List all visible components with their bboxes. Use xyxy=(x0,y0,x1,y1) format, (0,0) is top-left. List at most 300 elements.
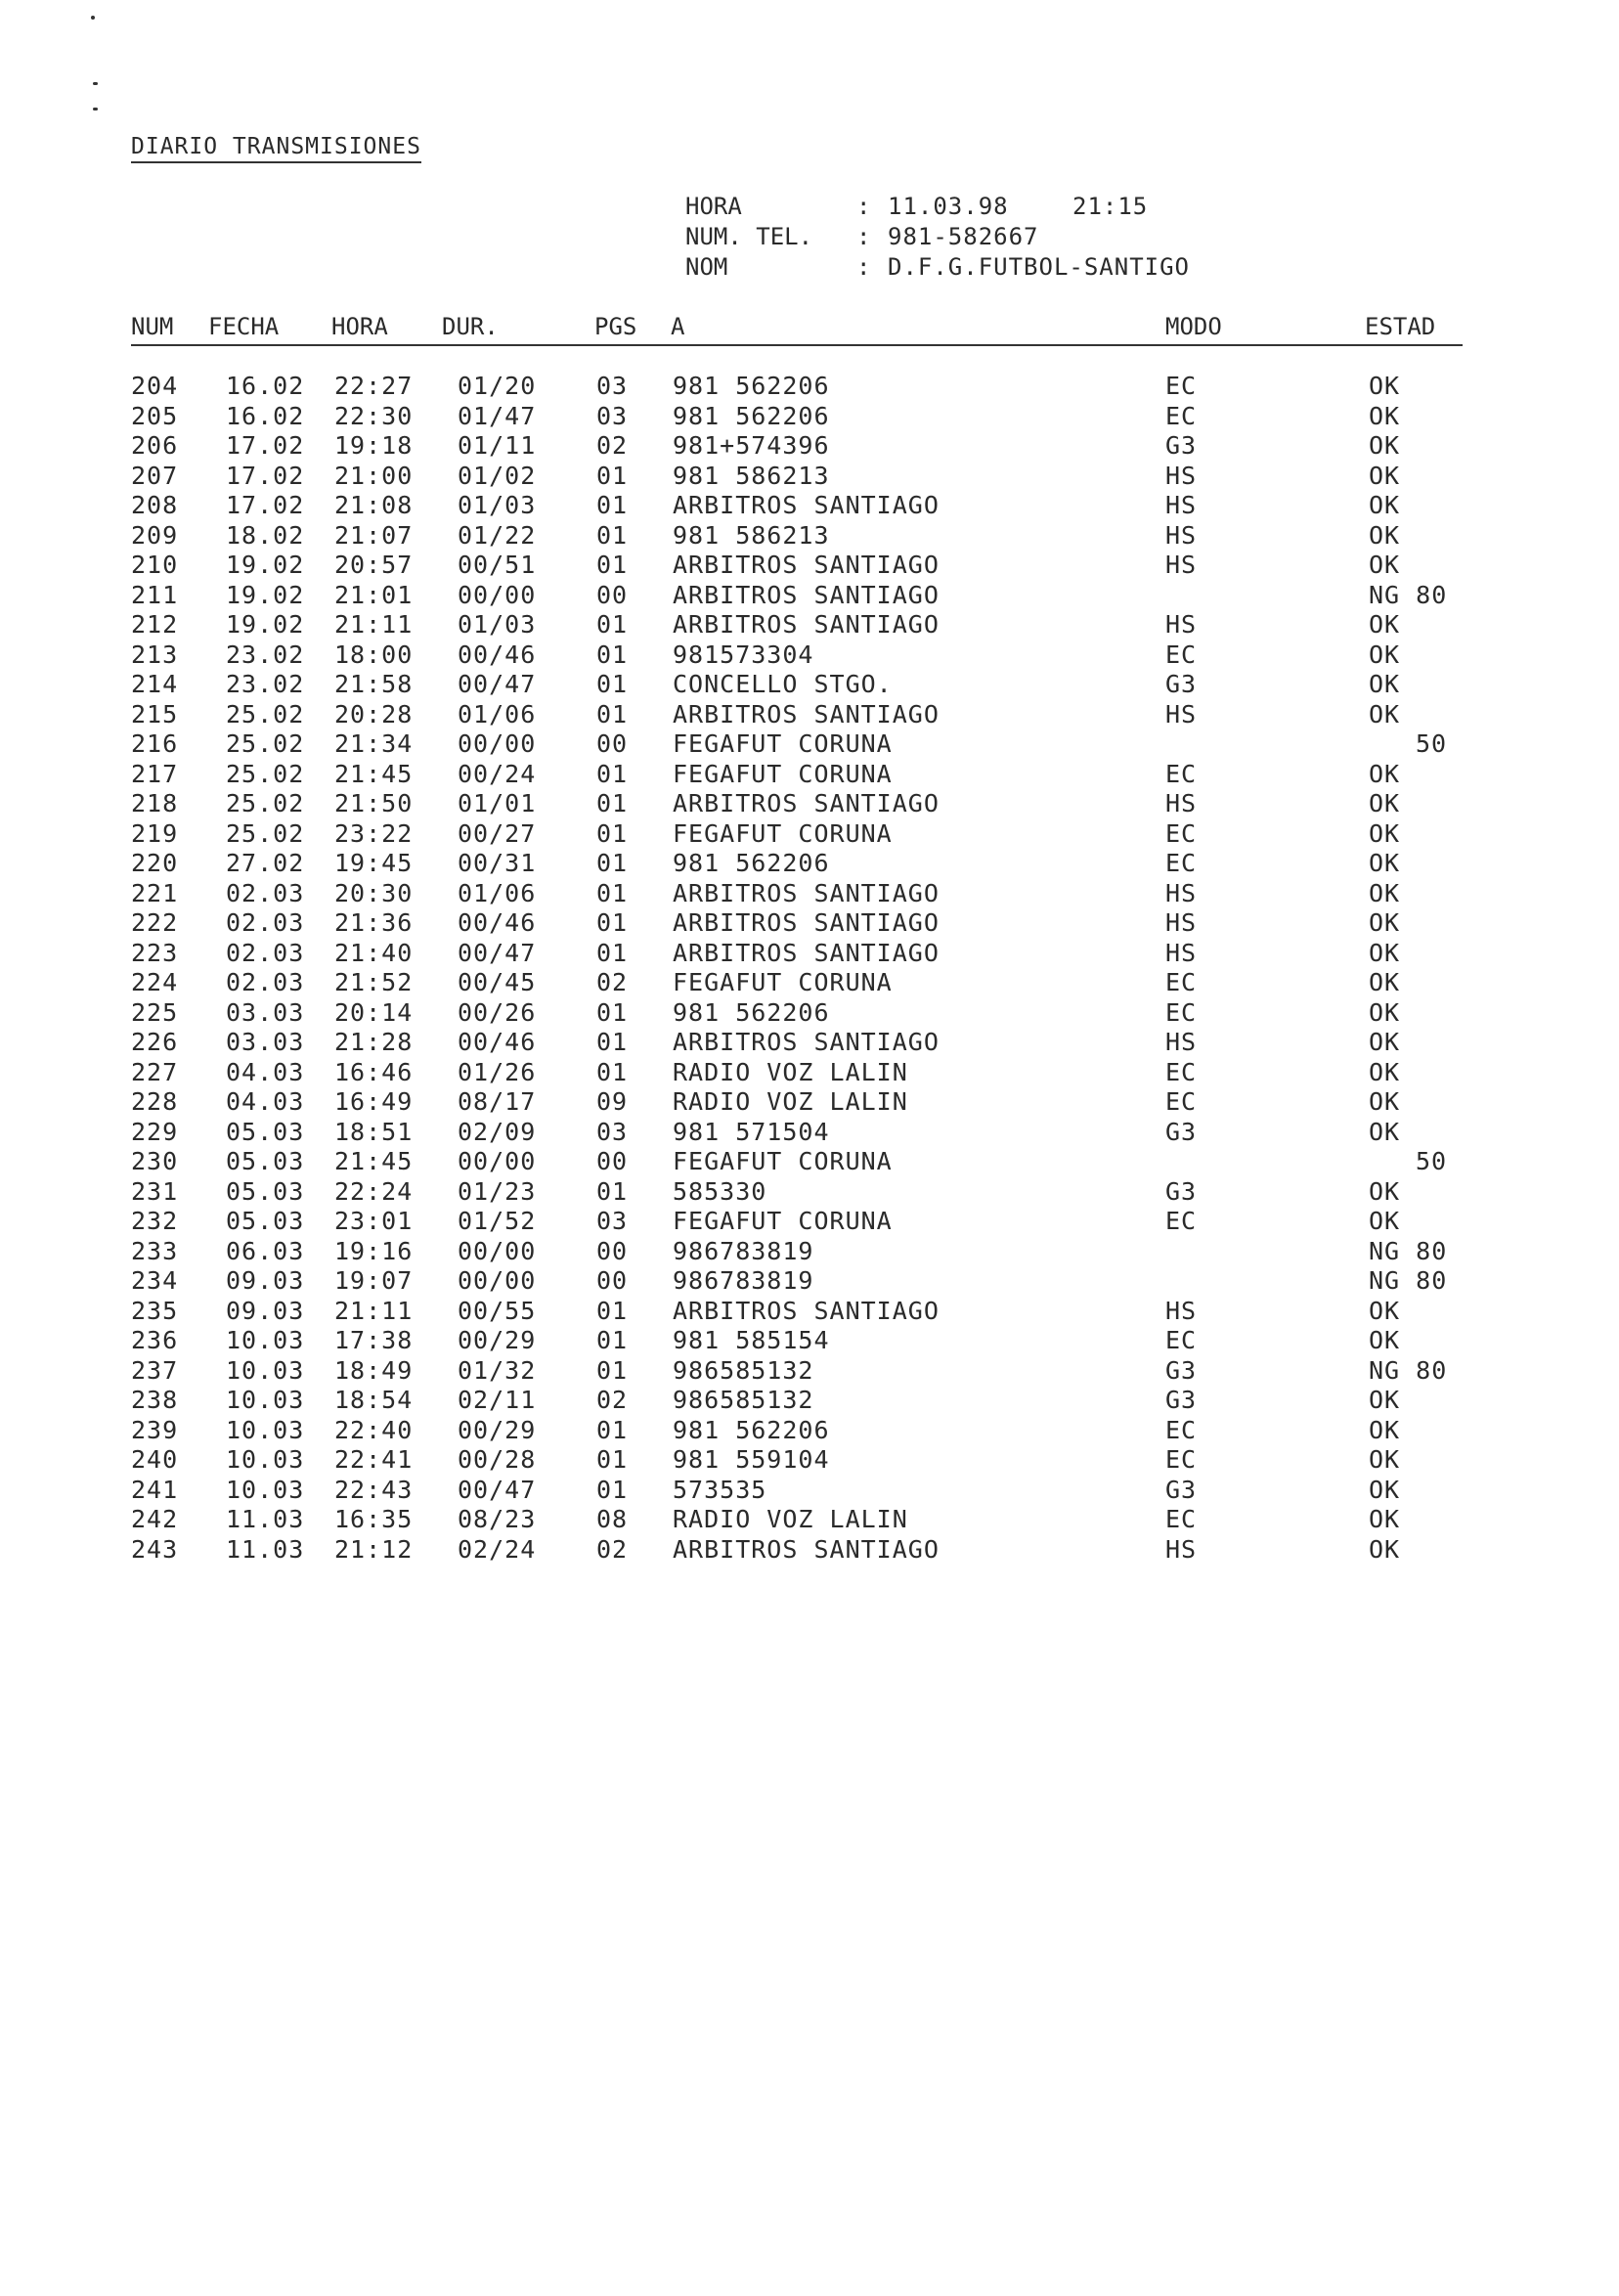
table-row xyxy=(131,789,1463,819)
table-row xyxy=(131,1058,1463,1088)
cell-hora: 20:28 xyxy=(334,699,414,729)
cell-a: ARBITROS SANTIAGO xyxy=(673,789,940,817)
report-title: DIARIO TRANSMISIONES xyxy=(131,133,421,163)
cell-fecha: 10.03 xyxy=(226,1355,305,1385)
cell-modo: HS xyxy=(1165,610,1198,639)
cell-modo: HS xyxy=(1165,1296,1198,1325)
cell-num: 238 xyxy=(131,1386,179,1414)
cell-a: 986585132 xyxy=(673,1355,814,1385)
cell-fecha: 11.03 xyxy=(226,1505,305,1533)
cell-a: FEGAFUT CORUNA xyxy=(673,818,893,848)
cell-estad: OK xyxy=(1369,908,1401,937)
cell-num: 224 xyxy=(131,968,179,996)
cell-pgs: 03 xyxy=(596,1207,629,1235)
table-row xyxy=(131,670,1463,700)
cell-estad: NG 80 xyxy=(1369,1266,1448,1295)
cell-modo: EC xyxy=(1165,818,1198,848)
cell-dur: 00/29 xyxy=(458,1415,537,1444)
scan-speck xyxy=(91,16,95,20)
cell-dur: 00/31 xyxy=(458,849,537,877)
cell-modo: G3 xyxy=(1165,1475,1198,1504)
cell-fecha: 19.02 xyxy=(226,580,305,609)
cell-fecha: 19.02 xyxy=(226,551,305,579)
table-row xyxy=(131,1237,1463,1267)
cell-pgs: 01 xyxy=(596,699,629,729)
cell-pgs: 02 xyxy=(596,1534,629,1564)
cell-estad: OK xyxy=(1369,520,1401,550)
cell-pgs: 01 xyxy=(596,878,629,907)
cell-dur: 01/32 xyxy=(458,1355,537,1385)
cell-dur: 02/11 xyxy=(458,1386,537,1414)
cell-num: 217 xyxy=(131,759,179,788)
table-row xyxy=(131,879,1463,909)
cell-estad: NG 80 xyxy=(1369,1236,1448,1265)
cell-hora: 22:40 xyxy=(334,1415,414,1444)
cell-estad: OK xyxy=(1369,997,1401,1027)
cell-modo: EC xyxy=(1165,1505,1198,1533)
column-header-a: A xyxy=(671,313,685,340)
cell-fecha: 10.03 xyxy=(226,1386,305,1414)
cell-a: 986783819 xyxy=(673,1236,814,1265)
cell-dur: 00/00 xyxy=(458,1266,537,1295)
cell-num: 228 xyxy=(131,1087,179,1116)
cell-pgs: 01 xyxy=(596,1445,629,1474)
cell-a: 981 586213 xyxy=(673,461,830,490)
column-header-estad: ESTAD xyxy=(1365,313,1436,340)
cell-estad: OK xyxy=(1369,1445,1401,1474)
cell-dur: 00/24 xyxy=(458,759,537,788)
cell-dur: 00/46 xyxy=(458,640,537,669)
cell-a: 986585132 xyxy=(673,1386,814,1414)
cell-dur: 00/29 xyxy=(458,1326,537,1354)
cell-fecha: 06.03 xyxy=(226,1236,305,1265)
cell-fecha: 03.03 xyxy=(226,997,305,1027)
table-row xyxy=(131,1476,1463,1506)
table-row xyxy=(131,1445,1463,1476)
cell-modo: EC xyxy=(1165,849,1198,877)
cell-num: 222 xyxy=(131,908,179,937)
cell-dur: 00/28 xyxy=(458,1445,537,1474)
cell-dur: 00/47 xyxy=(458,670,537,698)
cell-num: 242 xyxy=(131,1505,179,1533)
cell-estad: OK xyxy=(1369,938,1401,967)
column-header-dur: DUR. xyxy=(442,313,499,340)
cell-fecha: 10.03 xyxy=(226,1475,305,1504)
cell-modo: EC xyxy=(1165,1207,1198,1235)
cell-fecha: 25.02 xyxy=(226,789,305,817)
cell-modo: HS xyxy=(1165,699,1198,729)
cell-a: FEGAFUT CORUNA xyxy=(673,1207,893,1235)
cell-hora: 21:01 xyxy=(334,580,414,609)
cell-estad: OK xyxy=(1369,1534,1401,1564)
table-row xyxy=(131,402,1463,432)
cell-pgs: 01 xyxy=(596,1355,629,1385)
cell-estad: OK xyxy=(1369,699,1401,729)
cell-hora: 22:24 xyxy=(334,1176,414,1206)
cell-estad: OK xyxy=(1369,401,1401,430)
cell-a: 981 586213 xyxy=(673,520,830,550)
cell-num: 240 xyxy=(131,1445,179,1474)
cell-hora: 18:00 xyxy=(334,640,414,669)
cell-estad: OK xyxy=(1369,968,1401,996)
cell-num: 221 xyxy=(131,878,179,907)
cell-pgs: 01 xyxy=(596,1415,629,1444)
cell-num: 211 xyxy=(131,580,179,609)
cell-dur: 01/47 xyxy=(458,401,537,430)
cell-dur: 00/26 xyxy=(458,997,537,1027)
table-row xyxy=(131,640,1463,671)
cell-dur: 01/06 xyxy=(458,699,537,729)
cell-a: 585330 xyxy=(673,1176,767,1206)
cell-fecha: 18.02 xyxy=(226,520,305,550)
table-row xyxy=(131,1087,1463,1118)
cell-num: 216 xyxy=(131,729,179,758)
cell-a: ARBITROS SANTIAGO xyxy=(673,1534,940,1564)
cell-pgs: 00 xyxy=(596,580,629,609)
cell-hora: 20:57 xyxy=(334,551,414,579)
cell-hora: 21:45 xyxy=(334,759,414,788)
cell-fecha: 02.03 xyxy=(226,968,305,996)
cell-a: 981 562206 xyxy=(673,997,830,1027)
colon: : xyxy=(856,223,871,250)
table-row xyxy=(131,1416,1463,1446)
cell-hora: 22:43 xyxy=(334,1475,414,1504)
cell-modo: G3 xyxy=(1165,670,1198,698)
cell-a: 981+574396 xyxy=(673,431,830,460)
cell-estad: OK xyxy=(1369,878,1401,907)
table-row xyxy=(131,1356,1463,1387)
cell-pgs: 01 xyxy=(596,610,629,639)
cell-hora: 19:16 xyxy=(334,1236,414,1265)
cell-dur: 00/51 xyxy=(458,551,537,579)
cell-fecha: 17.02 xyxy=(226,431,305,460)
cell-hora: 21:50 xyxy=(334,789,414,817)
cell-pgs: 02 xyxy=(596,431,629,460)
cell-num: 231 xyxy=(131,1176,179,1206)
table-row xyxy=(131,998,1463,1029)
cell-modo: EC xyxy=(1165,1326,1198,1354)
cell-num: 213 xyxy=(131,640,179,669)
cell-num: 207 xyxy=(131,461,179,490)
cell-a: ARBITROS SANTIAGO xyxy=(673,908,940,937)
cell-estad: OK xyxy=(1369,1176,1401,1206)
cell-estad: OK xyxy=(1369,789,1401,817)
cell-fecha: 17.02 xyxy=(226,461,305,490)
cell-pgs: 01 xyxy=(596,849,629,877)
cell-hora: 23:22 xyxy=(334,818,414,848)
cell-estad: OK xyxy=(1369,759,1401,788)
cell-fecha: 11.03 xyxy=(226,1534,305,1564)
table-row xyxy=(131,372,1463,402)
cell-estad: OK xyxy=(1369,818,1401,848)
table-row xyxy=(131,729,1463,760)
cell-num: 227 xyxy=(131,1057,179,1086)
cell-dur: 01/20 xyxy=(458,372,537,400)
cell-hora: 16:49 xyxy=(334,1087,414,1116)
tel-label: NUM. TEL. xyxy=(685,223,813,250)
cell-hora: 22:30 xyxy=(334,401,414,430)
cell-a: 981 562206 xyxy=(673,1415,830,1444)
cell-fecha: 02.03 xyxy=(226,878,305,907)
cell-num: 218 xyxy=(131,789,179,817)
cell-a: ARBITROS SANTIAGO xyxy=(673,1296,940,1325)
cell-pgs: 08 xyxy=(596,1505,629,1533)
cell-hora: 21:12 xyxy=(334,1534,414,1564)
cell-pgs: 01 xyxy=(596,491,629,519)
hora-label: HORA xyxy=(685,193,742,220)
cell-estad: OK xyxy=(1369,1415,1401,1444)
cell-modo: G3 xyxy=(1165,1386,1198,1414)
cell-num: 234 xyxy=(131,1266,179,1295)
cell-a: ARBITROS SANTIAGO xyxy=(673,699,940,729)
cell-fecha: 25.02 xyxy=(226,759,305,788)
cell-estad: NG 80 xyxy=(1369,1355,1448,1385)
cell-fecha: 10.03 xyxy=(226,1415,305,1444)
cell-dur: 00/00 xyxy=(458,580,537,609)
cell-num: 241 xyxy=(131,1475,179,1504)
cell-estad: 50 xyxy=(1416,1147,1448,1175)
cell-dur: 00/47 xyxy=(458,1475,537,1504)
cell-num: 243 xyxy=(131,1534,179,1564)
cell-num: 205 xyxy=(131,401,179,430)
cell-modo: EC xyxy=(1165,640,1198,669)
cell-a: RADIO VOZ LALIN xyxy=(673,1505,908,1533)
cell-num: 209 xyxy=(131,520,179,550)
cell-dur: 00/00 xyxy=(458,1147,537,1175)
cell-dur: 00/55 xyxy=(458,1296,537,1325)
cell-dur: 01/26 xyxy=(458,1057,537,1086)
table-row xyxy=(131,610,1463,640)
cell-modo: EC xyxy=(1165,401,1198,430)
cell-num: 233 xyxy=(131,1236,179,1265)
cell-pgs: 02 xyxy=(596,968,629,996)
cell-num: 230 xyxy=(131,1147,179,1175)
cell-pgs: 01 xyxy=(596,670,629,698)
cell-modo: EC xyxy=(1165,1445,1198,1474)
column-header-hora: HORA xyxy=(331,313,388,340)
cell-fecha: 10.03 xyxy=(226,1326,305,1354)
cell-hora: 22:41 xyxy=(334,1445,414,1474)
cell-pgs: 01 xyxy=(596,520,629,550)
cell-pgs: 00 xyxy=(596,729,629,758)
table-row xyxy=(131,581,1463,611)
cell-pgs: 01 xyxy=(596,789,629,817)
table-row xyxy=(131,1118,1463,1148)
table-row xyxy=(131,1297,1463,1327)
cell-num: 236 xyxy=(131,1326,179,1354)
cell-modo: G3 xyxy=(1165,1117,1198,1146)
cell-a: 981 559104 xyxy=(673,1445,830,1474)
table-row xyxy=(131,1177,1463,1208)
cell-estad: OK xyxy=(1369,849,1401,877)
cell-a: FEGAFUT CORUNA xyxy=(673,968,893,996)
cell-a: FEGAFUT CORUNA xyxy=(673,1147,893,1175)
cell-pgs: 00 xyxy=(596,1236,629,1265)
cell-num: 206 xyxy=(131,431,179,460)
cell-fecha: 23.02 xyxy=(226,670,305,698)
cell-a: 981 585154 xyxy=(673,1326,830,1354)
cell-modo: HS xyxy=(1165,461,1198,490)
cell-fecha: 16.02 xyxy=(226,372,305,400)
cell-estad: OK xyxy=(1369,1475,1401,1504)
cell-hora: 21:40 xyxy=(334,938,414,967)
cell-num: 232 xyxy=(131,1207,179,1235)
cell-estad: OK xyxy=(1369,1087,1401,1116)
tel-value: 981-582667 xyxy=(888,223,1039,250)
cell-estad: OK xyxy=(1369,1057,1401,1086)
cell-hora: 20:14 xyxy=(334,997,414,1027)
cell-hora: 19:07 xyxy=(334,1266,414,1295)
table-row xyxy=(131,1028,1463,1058)
cell-a: 981 562206 xyxy=(673,372,830,400)
table-row xyxy=(131,819,1463,850)
cell-fecha: 04.03 xyxy=(226,1057,305,1086)
table-row xyxy=(131,462,1463,492)
cell-pgs: 00 xyxy=(596,1266,629,1295)
cell-a: 573535 xyxy=(673,1475,767,1504)
column-header-pgs: PGS xyxy=(594,313,637,340)
table-header xyxy=(131,311,1463,346)
cell-a: ARBITROS SANTIAGO xyxy=(673,878,940,907)
cell-dur: 01/06 xyxy=(458,878,537,907)
cell-dur: 01/03 xyxy=(458,610,537,639)
nom-value: D.F.G.FUTBOL-SANTIGO xyxy=(888,253,1190,281)
cell-num: 229 xyxy=(131,1117,179,1146)
cell-estad: OK xyxy=(1369,610,1401,639)
column-header-num: NUM xyxy=(131,313,174,340)
table-row xyxy=(131,491,1463,521)
cell-dur: 02/09 xyxy=(458,1117,537,1146)
cell-num: 237 xyxy=(131,1355,179,1385)
cell-a: ARBITROS SANTIAGO xyxy=(673,551,940,579)
cell-modo: EC xyxy=(1165,759,1198,788)
cell-fecha: 09.03 xyxy=(226,1266,305,1295)
table-row xyxy=(131,1207,1463,1237)
cell-fecha: 04.03 xyxy=(226,1087,305,1116)
cell-num: 208 xyxy=(131,491,179,519)
cell-modo: EC xyxy=(1165,372,1198,400)
cell-num: 220 xyxy=(131,849,179,877)
cell-fecha: 05.03 xyxy=(226,1176,305,1206)
cell-dur: 00/46 xyxy=(458,908,537,937)
cell-a: ARBITROS SANTIAGO xyxy=(673,938,940,967)
cell-modo: G3 xyxy=(1165,431,1198,460)
table-row xyxy=(131,849,1463,879)
cell-a: 981 562206 xyxy=(673,849,830,877)
cell-pgs: 01 xyxy=(596,818,629,848)
cell-modo: HS xyxy=(1165,520,1198,550)
cell-dur: 00/00 xyxy=(458,729,537,758)
cell-modo: HS xyxy=(1165,878,1198,907)
cell-modo: EC xyxy=(1165,1057,1198,1086)
cell-modo: HS xyxy=(1165,938,1198,967)
cell-estad: OK xyxy=(1369,372,1401,400)
cell-modo: G3 xyxy=(1165,1176,1198,1206)
cell-estad: NG 80 xyxy=(1369,580,1448,609)
cell-hora: 21:58 xyxy=(334,670,414,698)
table-row xyxy=(131,1535,1463,1566)
cell-num: 235 xyxy=(131,1296,179,1325)
cell-hora: 21:07 xyxy=(334,520,414,550)
cell-hora: 16:35 xyxy=(334,1505,414,1533)
cell-fecha: 19.02 xyxy=(226,610,305,639)
cell-num: 214 xyxy=(131,670,179,698)
cell-hora: 21:11 xyxy=(334,610,414,639)
table-row xyxy=(131,939,1463,969)
cell-hora: 19:45 xyxy=(334,849,414,877)
cell-modo: EC xyxy=(1165,968,1198,996)
cell-fecha: 25.02 xyxy=(226,818,305,848)
cell-num: 219 xyxy=(131,818,179,848)
cell-modo: HS xyxy=(1165,491,1198,519)
cell-hora: 21:28 xyxy=(334,1028,414,1056)
cell-num: 210 xyxy=(131,551,179,579)
cell-modo: HS xyxy=(1165,908,1198,937)
cell-dur: 08/23 xyxy=(458,1505,537,1533)
cell-estad: OK xyxy=(1369,491,1401,519)
cell-dur: 01/03 xyxy=(458,491,537,519)
cell-fecha: 02.03 xyxy=(226,938,305,967)
cell-a: 981 562206 xyxy=(673,401,830,430)
cell-num: 215 xyxy=(131,699,179,729)
cell-modo: HS xyxy=(1165,1534,1198,1564)
table-row xyxy=(131,1505,1463,1535)
cell-modo: HS xyxy=(1165,789,1198,817)
cell-pgs: 01 xyxy=(596,461,629,490)
transmission-log-table xyxy=(131,372,1463,1565)
cell-hora: 21:00 xyxy=(334,461,414,490)
cell-estad: OK xyxy=(1369,1117,1401,1146)
cell-estad: OK xyxy=(1369,1207,1401,1235)
column-header-modo: MODO xyxy=(1165,313,1222,340)
scan-speck xyxy=(93,108,98,110)
cell-estad: OK xyxy=(1369,640,1401,669)
cell-fecha: 05.03 xyxy=(226,1207,305,1235)
cell-estad: OK xyxy=(1369,670,1401,698)
cell-hora: 21:52 xyxy=(334,968,414,996)
cell-num: 204 xyxy=(131,372,179,400)
hora-time: 21:15 xyxy=(1072,193,1149,220)
cell-dur: 00/27 xyxy=(458,818,537,848)
table-row xyxy=(131,1147,1463,1177)
cell-pgs: 01 xyxy=(596,1028,629,1056)
cell-pgs: 03 xyxy=(596,372,629,400)
colon: : xyxy=(856,193,871,220)
cell-a: ARBITROS SANTIAGO xyxy=(673,580,940,609)
cell-a: 986783819 xyxy=(673,1266,814,1295)
cell-fecha: 27.02 xyxy=(226,849,305,877)
cell-estad: OK xyxy=(1369,431,1401,460)
cell-num: 212 xyxy=(131,610,179,639)
cell-estad: OK xyxy=(1369,1326,1401,1354)
cell-dur: 01/22 xyxy=(458,520,537,550)
table-row xyxy=(131,908,1463,939)
cell-fecha: 25.02 xyxy=(226,699,305,729)
cell-fecha: 23.02 xyxy=(226,640,305,669)
cell-hora: 21:36 xyxy=(334,908,414,937)
table-row xyxy=(131,431,1463,462)
cell-pgs: 01 xyxy=(596,1176,629,1206)
cell-pgs: 01 xyxy=(596,1475,629,1504)
cell-a: FEGAFUT CORUNA xyxy=(673,759,893,788)
cell-hora: 21:08 xyxy=(334,491,414,519)
cell-estad: OK xyxy=(1369,1296,1401,1325)
cell-hora: 18:49 xyxy=(334,1355,414,1385)
cell-hora: 17:38 xyxy=(334,1326,414,1354)
cell-dur: 01/01 xyxy=(458,789,537,817)
cell-modo: EC xyxy=(1165,1415,1198,1444)
cell-pgs: 03 xyxy=(596,401,629,430)
